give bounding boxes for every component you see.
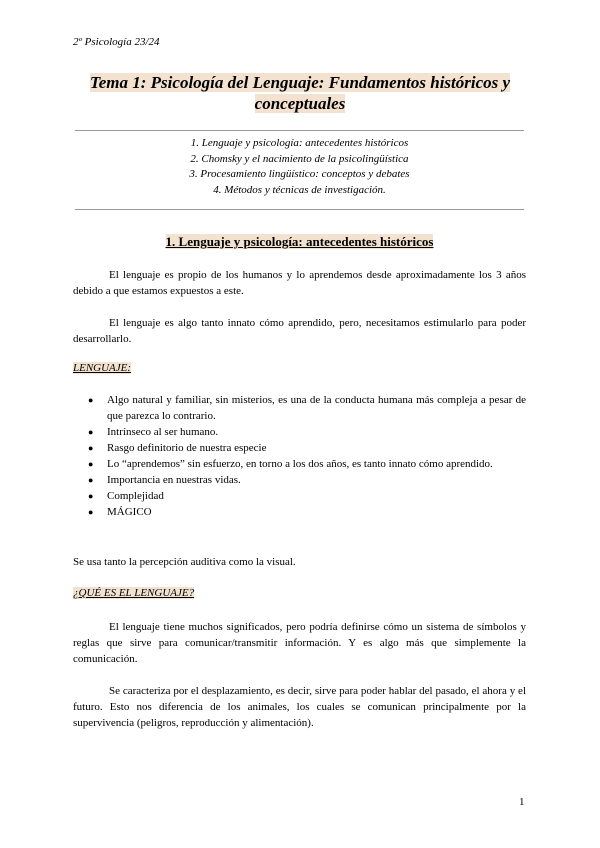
bottom-divider: [75, 209, 524, 210]
section-heading: [75, 234, 524, 250]
toc-item: 1. Lenguaje y psicología: antecedentes históricos: [190, 137, 409, 149]
bullet-icon: ●: [88, 427, 94, 437]
list-item: [73, 456, 526, 472]
list-item: [73, 392, 526, 424]
list-item-text: Lo “aprendemos” sin esfuerzo, en torno a los dos años, es tanto innato cómo aprendido.: [107, 458, 493, 470]
list-item-text: Intrínseco al ser humano.: [107, 426, 219, 438]
lenguaje-subheading-text: LENGUAJE:: [73, 362, 132, 374]
paragraph: El lenguaje tiene muchos significados, pero podría definirse cómo un sistema de símbolos y reglas que sirve para comunicar/transmitir información. Y es algo más que simplemente la comunicación.: [73, 621, 526, 665]
list-item-text: Rasgo definitorio de nuestra especie: [107, 442, 267, 454]
toc-item: 3. Procesamiento lingüístico: conceptos y debates: [189, 168, 410, 180]
list-item-text: MÁGICO: [107, 506, 152, 518]
bullet-icon: ●: [88, 459, 94, 469]
bullet-icon: ●: [88, 443, 94, 453]
lenguaje-subheading: [73, 362, 131, 374]
list-item: [73, 472, 526, 488]
bullet-icon: ●: [88, 475, 94, 485]
list-item: [73, 424, 526, 440]
que-es-subheading-text: ¿QUÉ ES EL LENGUAJE?: [73, 587, 195, 599]
header-course-label: 2º Psicología 23/24: [73, 36, 160, 48]
paragraph: El lenguaje es propio de los humanos y lo aprendemos desde aproximadamente los 3 años debido a que estamos expuestos a este.: [73, 269, 526, 297]
bullet-icon: ●: [88, 507, 94, 517]
paragraph: El lenguaje es algo tanto innato cómo aprendido, pero, necesitamos estimularlo para poder desarrollarlo.: [73, 317, 526, 345]
bullet-icon: ●: [88, 491, 94, 501]
section-heading-text: 1. Lenguaje y psicología: antecedentes históricos: [165, 234, 434, 249]
paragraph: Se usa tanto la percepción auditiva como la visual.: [73, 556, 296, 568]
document-title: Tema 1: Psicología del Lenguaje: Fundamentos históricos y conceptuales: [89, 73, 511, 113]
paragraph: Se caracteriza por el desplazamiento, es decir, sirve para poder hablar del pasado, el ahora y el futuro. Esto nos diferencia de los animales, los cuales se comunican principalmente por la supervivencia (peligros, reproducción y alimentación).: [73, 685, 526, 729]
list-item: [73, 440, 526, 456]
top-divider: [75, 130, 524, 131]
list-item: [73, 504, 526, 520]
title-block: [60, 72, 540, 114]
list-item-text: Importancia en nuestras vidas.: [107, 474, 241, 486]
bullet-list: [73, 392, 526, 520]
list-item-text: Complejidad: [107, 490, 164, 502]
que-es-subheading: [73, 587, 194, 599]
list-item: [73, 488, 526, 504]
page-number: 1: [519, 796, 525, 808]
bullet-icon: ●: [88, 395, 94, 405]
list-item-text: Algo natural y familiar, sin misterios, es una de la conducta humana más compleja a pesar de que parezca lo contrario.: [107, 394, 526, 422]
toc-item: 4. Métodos y técnicas de investigación.: [213, 183, 386, 196]
table-of-contents: [75, 136, 524, 198]
toc-item: 2. Chomsky y el nacimiento de la psicolingüística: [190, 152, 409, 165]
